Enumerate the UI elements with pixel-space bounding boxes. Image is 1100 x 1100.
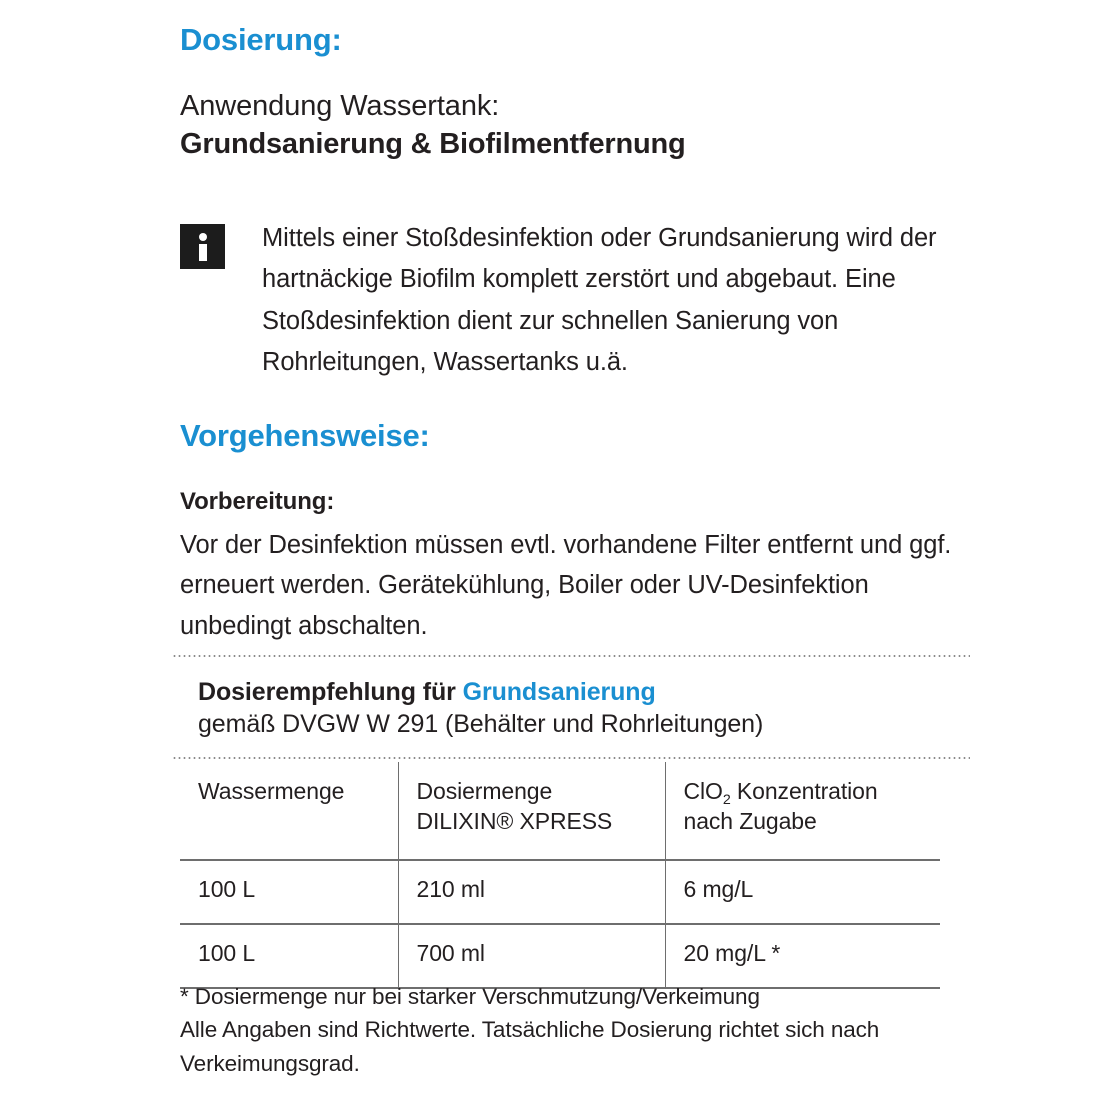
column-header-dosiermenge bbox=[398, 762, 665, 860]
footnote-line-2: Alle Angaben sind Richtwerte. Tatsächliche Dosierung richtet sich nach bbox=[180, 1017, 880, 1043]
cell-wassermenge: 100 L bbox=[180, 924, 398, 988]
dose-table bbox=[180, 762, 940, 989]
divider-dotted-top bbox=[172, 655, 970, 657]
column-header-konzentration bbox=[665, 762, 940, 860]
dose-caption-subline: gemäß DVGW W 291 (Behälter und Rohrleitungen) bbox=[198, 710, 764, 738]
column-header-wassermenge bbox=[180, 762, 398, 860]
cell-dosiermenge: 210 ml bbox=[398, 860, 665, 924]
dose-caption-prefix: Dosierempfehlung für bbox=[198, 678, 463, 706]
dose-table-body bbox=[180, 860, 940, 988]
footnote-block bbox=[180, 980, 970, 1080]
cell-konzentration: 20 mg/L * bbox=[665, 924, 940, 988]
section-heading-dosierung: Dosierung: bbox=[180, 22, 342, 57]
preparation-block bbox=[180, 488, 970, 646]
dose-caption-accent: Grundsanierung bbox=[462, 678, 656, 706]
column-header-dosiermenge-line2: DILIXIN® XPRESS bbox=[416, 808, 613, 835]
dose-recommendation-caption bbox=[198, 676, 978, 740]
dose-caption-title bbox=[198, 676, 978, 708]
column-header-konzentration-line2: nach Zugabe bbox=[683, 808, 817, 835]
section-heading-vorgehensweise: Vorgehensweise: bbox=[180, 418, 430, 453]
info-icon-stem bbox=[199, 244, 207, 261]
column-header-konzentration-formula: ClO bbox=[683, 778, 723, 804]
footnote-line-3: Verkeimungsgrad. bbox=[180, 1050, 360, 1076]
table-row bbox=[180, 924, 940, 988]
info-icon bbox=[180, 224, 225, 269]
table-header-row bbox=[180, 762, 940, 860]
table-row bbox=[180, 860, 940, 924]
column-header-dosiermenge-line1: Dosiermenge bbox=[416, 778, 553, 804]
application-block bbox=[180, 88, 970, 163]
info-note bbox=[180, 218, 970, 383]
info-icon-dot bbox=[199, 233, 207, 241]
footnote-line-1: * Dosiermenge nur bei starker Verschmutzung/Verkeimung bbox=[180, 984, 760, 1009]
cell-konzentration: 6 mg/L bbox=[665, 860, 940, 924]
application-label: Anwendung Wassertank: bbox=[180, 90, 500, 122]
cell-dosiermenge: 700 ml bbox=[398, 924, 665, 988]
application-value: Grundsanierung & Biofilmentfernung bbox=[180, 127, 686, 160]
column-header-wassermenge-line1: Wassermenge bbox=[198, 778, 345, 804]
column-header-konzentration-subscript: 2 bbox=[722, 791, 731, 808]
column-header-konzentration-line1: Konzentration bbox=[730, 778, 878, 804]
cell-wassermenge: 100 L bbox=[180, 860, 398, 924]
dose-table-head bbox=[180, 762, 940, 860]
preparation-text: Vor der Desinfektion müssen evtl. vorhandene Filter entfernt und ggf. erneuert werden. Gerätekühlung, Boiler oder UV-Desinfektion unbedingt abschalten. bbox=[180, 531, 952, 640]
info-note-text: Mittels einer Stoßdesinfektion oder Grundsanierung wird der hartnäckige Biofilm komplett zerstört und abgebaut. Eine Stoßdesinfektion dient zur schnellen Sanierung von Rohrleitungen, Wassertanks u.ä. bbox=[262, 224, 937, 376]
preparation-label: Vorbereitung: bbox=[180, 488, 335, 515]
divider-dotted-mid bbox=[172, 757, 970, 759]
